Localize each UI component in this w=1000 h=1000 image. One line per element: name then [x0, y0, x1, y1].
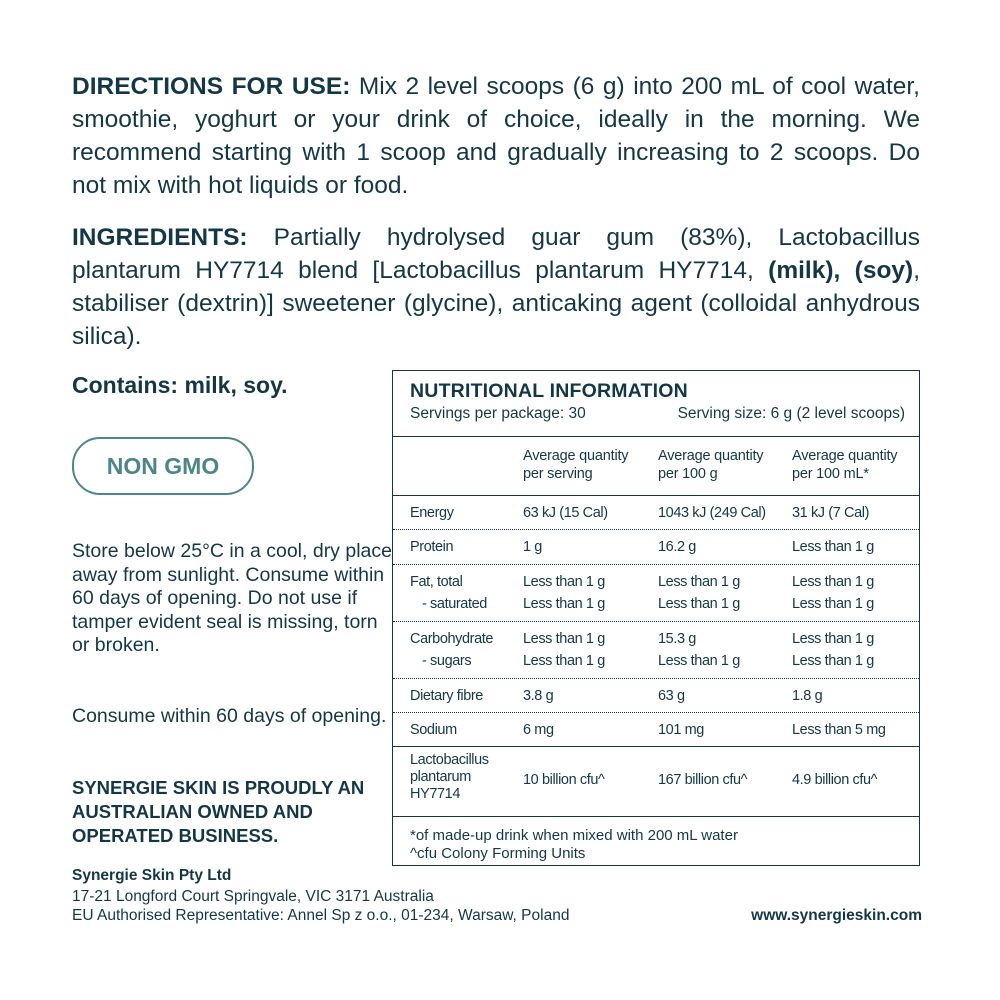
directions-text: Mix 2 level scoops (6 g) into 200 mL of cool water, smoothie, yoghurt or your drink of choice, ideally in the morning. We recommend starting with 1 scoop and gradually increasing to 2 scoops. Do not mix with hot liquids or food. — [72, 73, 920, 199]
ingredients-label: INGREDIENTS: — [72, 224, 248, 251]
table-row-carbohydrate — [393, 622, 919, 679]
ingredients-text-1: Partially hydrolysed guar gum (83%), Lactobacillus plantarum HY7714 blend [Lactobacillus plantarum HY7714, — [72, 224, 920, 284]
servings-per-package: Servings per package: 30 — [410, 405, 586, 422]
table-cell: Less than 1 g — [792, 596, 874, 612]
footnotes — [393, 817, 919, 863]
table-cell: 1 g — [523, 539, 542, 555]
table-cell: 101 mg — [658, 722, 704, 738]
table-row-fat — [393, 565, 919, 622]
table-cell: Less than 1 g — [658, 596, 740, 612]
table-cell: Less than 1 g — [792, 539, 874, 555]
footnote-made-up-drink: *of made-up drink when mixed with 200 mL water — [410, 827, 738, 844]
row-label: Dietary fibre — [410, 688, 483, 704]
allergen-milk: (milk), — [768, 257, 841, 284]
table-cell: Less than 1 g — [523, 631, 605, 647]
table-cell: 6 mg — [523, 722, 554, 738]
table-cell: Less than 1 g — [658, 574, 740, 590]
row-label: Sodium — [410, 722, 457, 738]
ingredients-paragraph — [72, 221, 920, 353]
table-cell: 167 billion cfu^ — [658, 772, 748, 788]
row-label: Carbohydrate — [410, 631, 494, 647]
company-address: 17-21 Longford Court Springvale, VIC 3171 Australia — [72, 888, 434, 905]
allergen-soy: (soy) — [854, 257, 914, 284]
serving-size: Serving size: 6 g (2 level scoops) — [677, 405, 905, 422]
table-row-fibre — [393, 679, 919, 713]
table-cell: 63 kJ (15 Cal) — [523, 505, 608, 521]
table-cell: 3.8 g — [523, 688, 554, 704]
row-label: - sugars — [422, 653, 472, 669]
table-cell: 31 kJ (7 Cal) — [792, 505, 869, 521]
column-headers — [393, 437, 919, 496]
storage-instructions: Store below 25°C in a cool, dry place away from sunlight. Consume within 60 days of opening. Do not use if tamper evident seal is missing, torn or broken. — [72, 540, 392, 656]
nutrition-title: NUTRITIONAL INFORMATION — [410, 380, 688, 402]
table-cell: Less than 1 g — [792, 653, 874, 669]
table-cell: Less than 1 g — [523, 574, 605, 590]
table-cell: 10 billion cfu^ — [523, 772, 605, 788]
table-cell: Less than 1 g — [792, 574, 874, 590]
col-header-per-100ml: Average quantity per 100 mL* — [792, 448, 898, 482]
table-row-energy — [393, 496, 919, 530]
directions-paragraph — [72, 70, 920, 202]
table-cell: 1.8 g — [792, 688, 823, 704]
table-row-lactobacillus — [393, 747, 919, 817]
table-cell: 16.2 g — [658, 539, 696, 555]
australian-owned-statement: SYNERGIE SKIN IS PROUDLY AN AUSTRALIAN OWNED AND OPERATED BUSINESS. — [72, 777, 365, 846]
table-cell: 63 g — [658, 688, 685, 704]
table-cell: Less than 1 g — [523, 596, 605, 612]
table-cell: Less than 1 g — [523, 653, 605, 669]
directions-label: DIRECTIONS FOR USE: — [72, 73, 351, 100]
row-label: Lactobacillus plantarum HY7714 — [410, 752, 489, 802]
col-header-per-100g: Average quantity per 100 g — [658, 448, 764, 482]
non-gmo-badge: NON GMO — [72, 437, 254, 495]
nutrition-panel — [392, 370, 920, 866]
row-label: Protein — [410, 539, 454, 555]
footnote-cfu: ^cfu Colony Forming Units — [410, 845, 586, 862]
consume-notice: Consume within 60 days of opening. — [72, 705, 387, 727]
table-cell: Less than 1 g — [658, 653, 740, 669]
allergen-statement: Contains: milk, soy. — [72, 372, 288, 398]
row-label: Energy — [410, 505, 454, 521]
row-label: - saturated — [422, 596, 487, 612]
company-name: Synergie Skin Pty Ltd — [72, 867, 232, 884]
col-header-per-serving: Average quantity per serving — [523, 448, 629, 482]
table-cell: 1043 kJ (249 Cal) — [658, 505, 766, 521]
table-cell: 4.9 billion cfu^ — [792, 772, 878, 788]
table-cell: 15.3 g — [658, 631, 696, 647]
table-row-sodium — [393, 713, 919, 747]
eu-representative: EU Authorised Representative: Annel Sp z o.o., 01-234, Warsaw, Poland — [72, 907, 570, 924]
row-label: Fat, total — [410, 574, 463, 590]
table-cell: Less than 5 mg — [792, 722, 886, 738]
ingredients-text-2 — [840, 257, 854, 284]
ingredients-text-3: , stabiliser (dextrin)] sweetener (glycine), anticaking agent (colloidal anhydrous silica). — [72, 257, 921, 350]
table-row-protein — [393, 530, 919, 565]
website-link[interactable]: www.synergieskin.com — [751, 907, 922, 924]
table-cell: Less than 1 g — [792, 631, 874, 647]
nutrition-header — [393, 371, 919, 437]
